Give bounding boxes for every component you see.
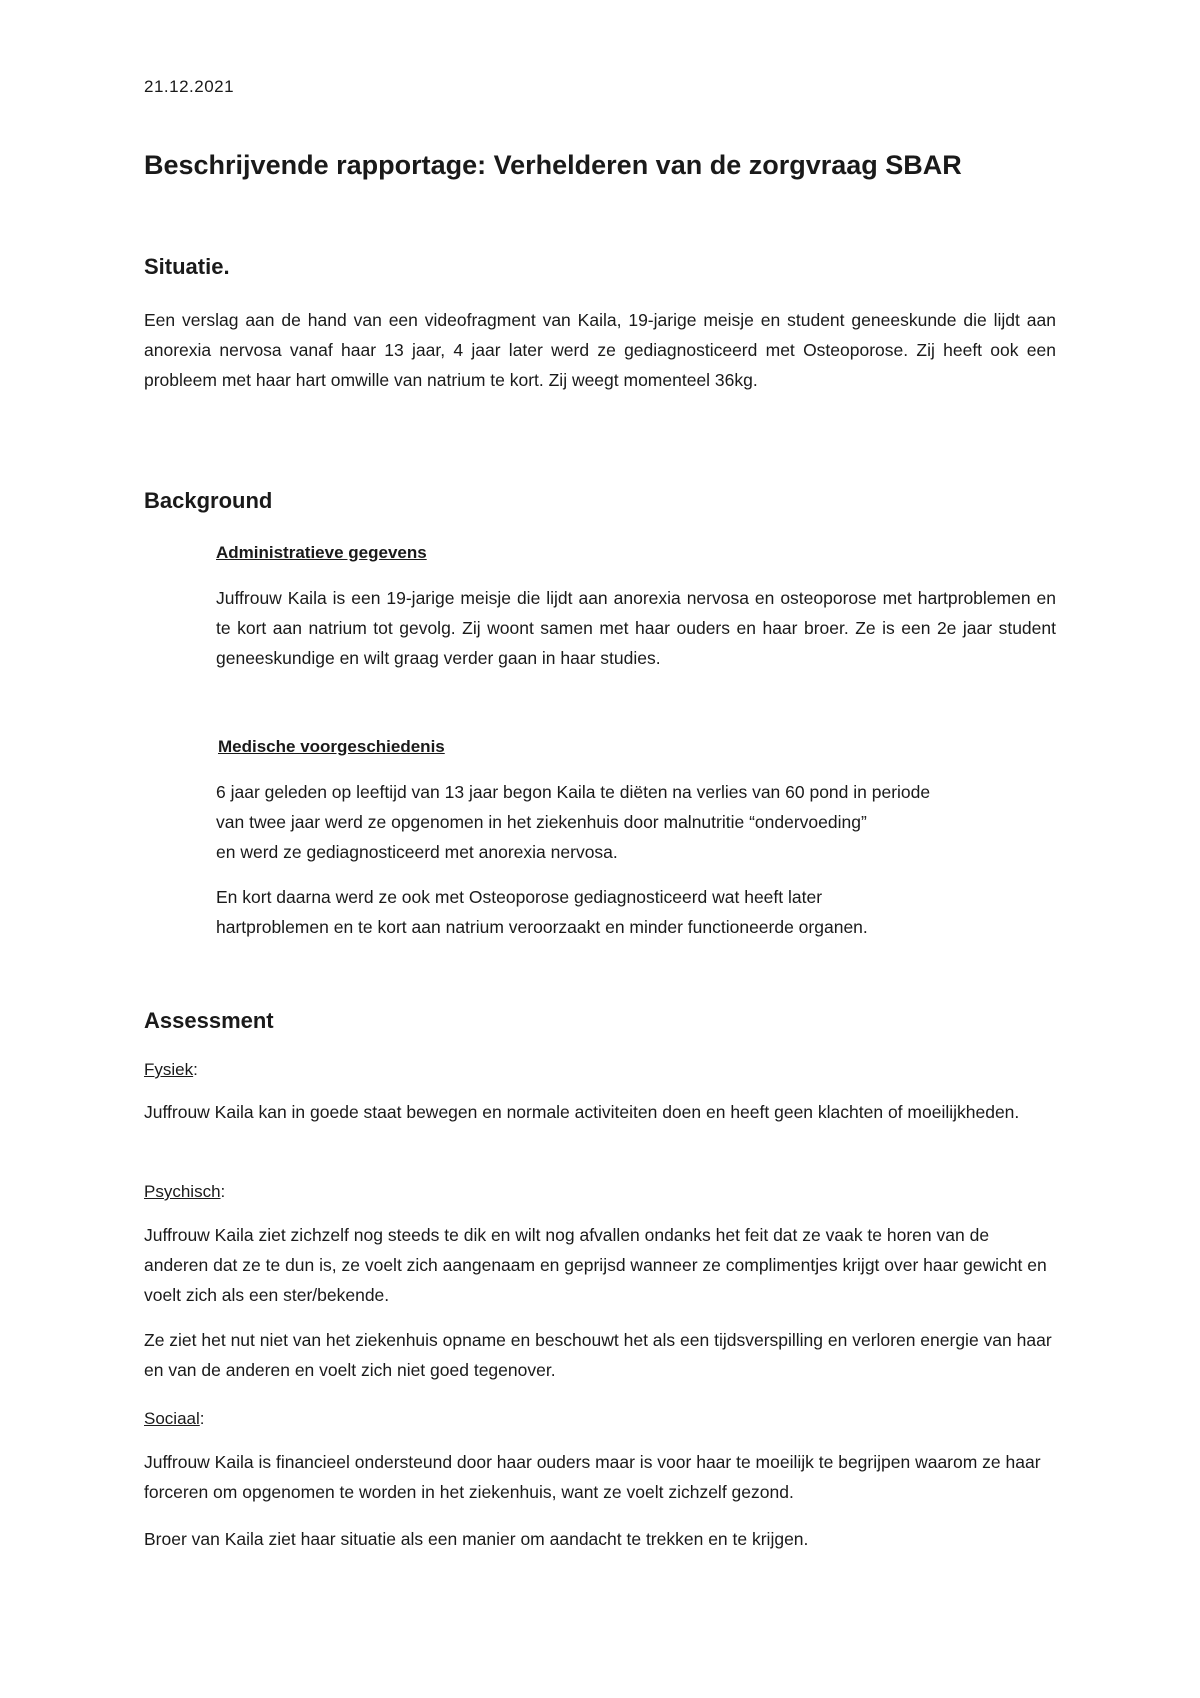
psychisch-paragraph-2: Ze ziet het nut niet van het ziekenhuis opname en beschouwt het als een tijdsverspilling en verloren energie van haar en van de anderen en voelt zich niet goed tegenover. [144, 1330, 1052, 1380]
medische-line-2: van twee jaar werd ze opgenomen in het ziekenhuis door malnutritie “ondervoeding” [216, 812, 867, 832]
fysiek-label: Fysiek: [144, 1060, 198, 1079]
situatie-paragraph: Een verslag aan de hand van een videofragment van Kaila, 19-jarige meisje en student geneeskunde die lijdt aan anorexia nervosa vanaf haar 13 jaar, 4 jaar later werd ze gediagnosticeerd met Osteoporose. Zij heeft ook een probleem met haar hart omwille van natrium te kort. Zij weegt momenteel 36kg. [144, 310, 1056, 390]
background-heading: Background [144, 488, 273, 513]
medische-voorgeschiedenis-paragraph [216, 777, 1056, 867]
document-title: Beschrijvende rapportage: Verhelderen van de zorgvraag SBAR [144, 150, 962, 180]
sociaal-paragraph-2: Broer van Kaila ziet haar situatie als een manier om aandacht te trekken en te krijgen. [144, 1529, 809, 1549]
medische-voorgeschiedenis-heading: Medische voorgeschiedenis [218, 737, 445, 756]
medische-line-3: en werd ze gediagnosticeerd met anorexia nervosa. [216, 842, 618, 862]
sociaal-label: Sociaal: [144, 1409, 205, 1428]
situatie-heading: Situatie. [144, 254, 230, 279]
psychisch-label: Psychisch: [144, 1182, 226, 1201]
medische-p2-line-1: En kort daarna werd ze ook met Osteoporose gediagnosticeerd wat heeft later [216, 887, 823, 907]
medische-line-1: 6 jaar geleden op leeftijd van 13 jaar begon Kaila te diëten na verlies van 60 pond in periode [216, 782, 931, 802]
administratieve-gegevens-paragraph: Juffrouw Kaila is een 19-jarige meisje die lijdt aan anorexia nervosa en osteoporose met hartproblemen en te kort aan natrium tot gevolg. Zij woont samen met haar ouders en haar broer. Ze is een 2e jaar student geneeskundige en wilt graag verder gaan in haar studies. [216, 588, 1056, 668]
assessment-heading: Assessment [144, 1008, 274, 1033]
fysiek-label-text: Fysiek [144, 1060, 194, 1079]
medische-voorgeschiedenis-paragraph-2 [216, 882, 1056, 942]
sociaal-label-text: Sociaal [144, 1409, 200, 1428]
administratieve-gegevens-heading: Administratieve gegevens [216, 543, 427, 562]
document-date: 21.12.2021 [144, 77, 235, 96]
psychisch-label-text: Psychisch [144, 1182, 221, 1201]
medische-p2-line-2: hartproblemen en te kort aan natrium veroorzaakt en minder functioneerde organen. [216, 917, 868, 937]
fysiek-paragraph: Juffrouw Kaila kan in goede staat bewegen en normale activiteiten doen en heeft geen klachten of moeilijkheden. [144, 1102, 1020, 1122]
psychisch-paragraph-1: Juffrouw Kaila ziet zichzelf nog steeds te dik en wilt nog afvallen ondanks het feit dat ze vaak te horen van de anderen dat ze te dun is, ze voelt zich aangenaam en geprijsd wanneer ze complimentjes krijgt over haar gewicht en voelt zich als een ster/bekende. [144, 1225, 1047, 1305]
sociaal-paragraph-1: Juffrouw Kaila is financieel ondersteund door haar ouders maar is voor haar te moeilijk te begrijpen waarom ze haar forceren om opgenomen te worden in het ziekenhuis, want ze voelt zichzelf gezond. [144, 1452, 1041, 1502]
